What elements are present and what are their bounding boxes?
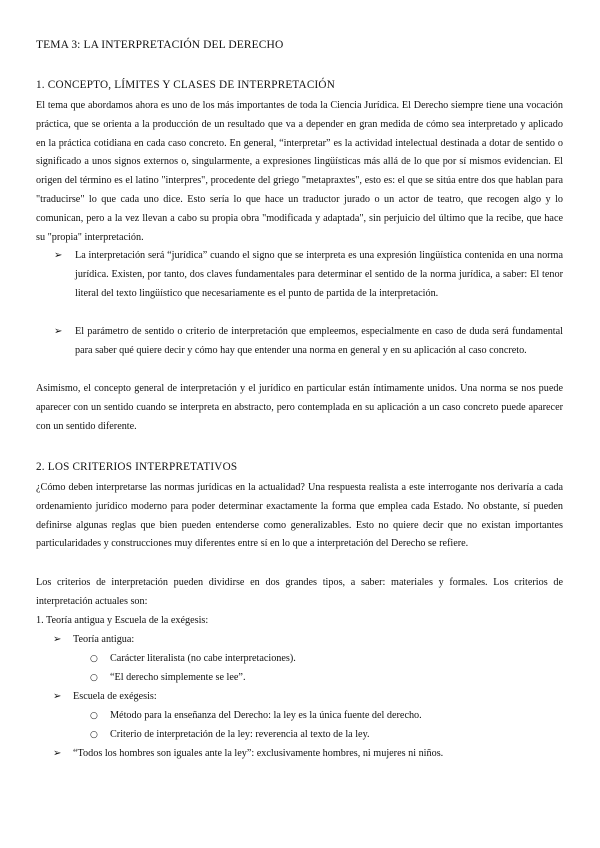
list-group-label <box>53 631 135 650</box>
bullet-text: El parámetro de sentido o criterio de interpretación que empleemos, especialmente en caso de duda será fundamental para saber qué quiere decir y cómo hay que entender una norma en general y en su aplicación al caso concreto. <box>75 326 563 356</box>
section-1-paragraph: El tema que abordamos ahora es uno de los más importantes de toda la Ciencia Jurídica. El Derecho siempre tiene una vocación práctica, que se orienta a la producción de un resultado que va a depender en gran medida de cómo sea interpretado y aplicado en la práctica cotidiana en cada caso concreto. En general, “interpretar” es la actividad intelectual destinada a dotar de sentido o significado a unos signos externos o, singularmente, a expresiones lingüísticas más allá de lo que por sí mismos evidencian. El origen del término es el latino "interpres", procedente del griego "metapraxtes", esto es: el que se sitúa entre dos que hablan para "traducirse" lo que cada uno dice. Esto sería lo que hace un traductor jurado o un actor de teatro, que recogen algo y lo comunican, pero a la vez llevan a cabo su propia obra "modificada y adaptada", sin perjuicio del último que la recibe, que hace su "propia" interpretación. <box>36 100 563 243</box>
section-2-paragraph-2: Los criterios de interpretación pueden dividirse en dos grandes tipos, a saber: materiales y formales. Los criterios de interpretación actuales son: <box>36 577 563 607</box>
list-heading: 1. Teoría antigua y Escuela de la exégesis: <box>36 615 209 626</box>
page-title: TEMA 3: LA INTERPRETACIÓN DEL DERECHO <box>36 39 284 51</box>
arrow-bullet-icon: ➢ <box>54 250 63 261</box>
section-1-heading: 1. CONCEPTO, LÍMITES Y CLASES DE INTERPRETACIÓN <box>36 79 335 91</box>
group-label-text: Escuela de exégesis: <box>73 691 157 702</box>
arrow-bullet-icon: ➢ <box>54 326 63 337</box>
section-2-paragraph-1: ¿Cómo deben interpretarse las normas jurídicas en la actualidad? Una respuesta realista a este interrogante nos derivaría a cada ordenamiento jurídico moderno para poder determinar exactamente la forma que emplea cada Estado. No obstante, sí pueden definirse algunas reglas que bien pueden entenderse como generalizables. Esto no quiere decir que no existan importantes particularidades y construcciones muy diferentes entre sí en lo que a interpretación del Derecho se refiere. <box>36 482 563 550</box>
circle-bullet-icon: ○ <box>90 730 98 740</box>
circle-bullet-icon: ○ <box>90 654 98 664</box>
list-item <box>90 726 370 745</box>
section-2-heading: 2. LOS CRITERIOS INTERPRETATIVOS <box>36 461 238 473</box>
arrow-bullet-icon: ➢ <box>53 691 62 702</box>
list-item <box>90 650 296 669</box>
bullet-text: La interpretación será “jurídica” cuando el signo que se interpreta es una expresión lingüística contenida en una norma jurídica. Existen, por tanto, dos claves fundamentales para determinar el sentido de la norma jurídica, a saber: El tenor literal del texto lingüístico que necesariamente es el punto de partida de la interpretación. <box>75 250 563 299</box>
list-item-text: Carácter literalista (no cabe interpretaciones). <box>110 653 296 664</box>
list-group-label <box>53 688 157 707</box>
section-1-bullet <box>54 247 563 303</box>
list-item-text: Criterio de interpretación de la ley: reverencia al texto de la ley. <box>110 729 370 740</box>
section-1-closing: Asimismo, el concepto general de interpretación y el jurídico en particular están íntimamente unidos. Una norma se nos puede aparecer con un sentido cuando se interpreta en abstracto, pero contemplada en su aplicación a un caso concreto puede aparecer con un sentido diferente. <box>36 383 563 432</box>
group-label-text: Teoría antigua: <box>73 634 135 645</box>
section-1-bullet <box>54 323 563 361</box>
list-item <box>90 669 246 688</box>
list-item <box>90 707 422 726</box>
group-label-text: “Todos los hombres son iguales ante la ley”: exclusivamente hombres, ni mujeres ni niños. <box>73 748 444 759</box>
list-item-text: “El derecho simplemente se lee”. <box>110 672 246 683</box>
circle-bullet-icon: ○ <box>90 673 98 683</box>
circle-bullet-icon: ○ <box>90 711 98 721</box>
arrow-bullet-icon: ➢ <box>53 634 62 645</box>
list-item-text: Método para la enseñanza del Derecho: la ley es la única fuente del derecho. <box>110 710 422 721</box>
list-group-label <box>53 745 444 764</box>
arrow-bullet-icon: ➢ <box>53 748 62 759</box>
